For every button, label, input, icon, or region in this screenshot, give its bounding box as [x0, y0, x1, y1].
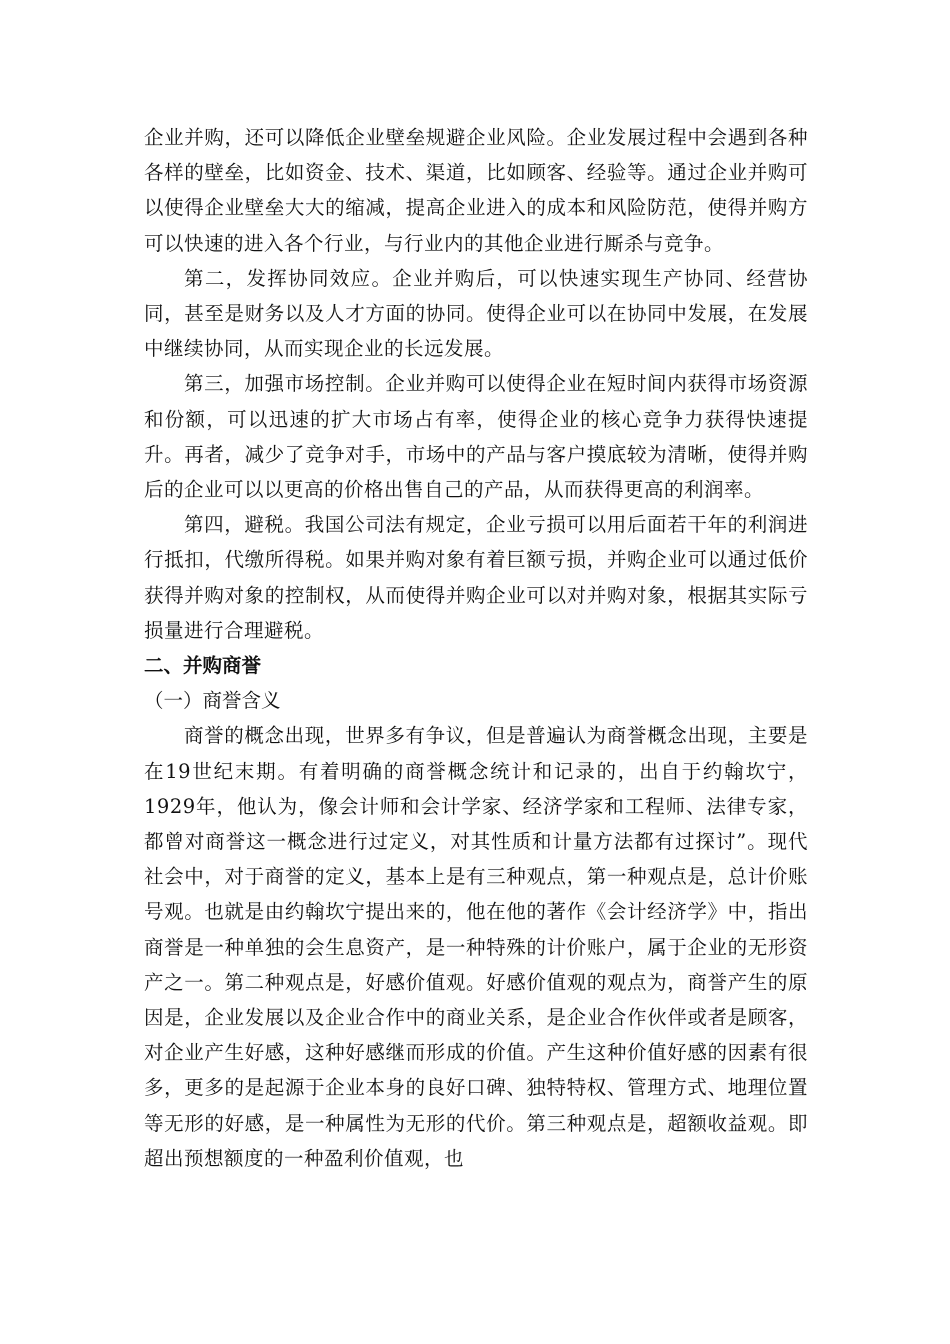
paragraph-tax: 第四，避税。我国公司法有规定，企业亏损可以用后面若干年的利润进行抵扣，代缴所得税。如果并购对象有着巨额亏损，并购企业可以通过低价获得并购对象的控制权，从而使得并购企业可以对并购对象，根据其实际亏损量进行合理避税。 — [144, 513, 808, 642]
section-heading: 二、并购商誉 — [144, 654, 262, 678]
paragraph-goodwill-definition: 商誉的概念出现，世界多有争议，但是普遍认为商誉概念出现，主要是在19世纪末期。有着明确的商誉概念统计和记录的，出自于约翰坎宁，1929年，他认为，像会计师和会计学家、经济学家和工程师、法律专家，都曾对商誉这一概念进行过定义，对其性质和计量方法都有过探讨”。现代社会中，对于商誉的定义，基本上是有三种观点，第一种观点是，总计价账号观。也就是由约翰坎宁提出来的，他在他的著作《会计经济学》中，指出商誉是一种单独的会生息资产，是一种特殊的计价账户，属于企业的无形资产之一。第二种观点是，好感价值观。好感价值观的观点为，商誉产生的原因是，企业发展以及企业合作中的商业关系，是企业合作伙伴或者是顾客，对企业产生好感，这种好感继而形成的价值。产生这种价值好感的因素有很多，更多的是起源于企业本身的良好口碑、独特特权、管理方式、地理位置等无形的好感，是一种属性为无形的代价。第三种观点是，超额收益观。即超出预想额度的一种盈利价值观，也 — [144, 724, 808, 1170]
document-body — [144, 120, 808, 1176]
paragraph-synergy: 第二，发挥协同效应。企业并购后，可以快速实现生产协同、经营协同，甚至是财务以及人才方面的协同。使得企业可以在协同中发展，在发展中继续协同，从而实现企业的长远发展。 — [144, 266, 808, 361]
paragraph-market-control: 第三，加强市场控制。企业并购可以使得企业在短时间内获得市场资源和份额，可以迅速的扩大市场占有率，使得企业的核心竞争力获得快速提升。再者，减少了竞争对手，市场中的产品与客户摸底较为清晰，使得并购后的企业可以以更高的价格出售自己的产品，从而获得更高的利润率。 — [144, 372, 808, 502]
paragraph-continued: 企业并购，还可以降低企业壁垒规避企业风险。企业发展过程中会遇到各种各样的壁垒，比如资金、技术、渠道，比如顾客、经验等。通过企业并购可以使得企业壁垒大大的缩减，提高企业进入的成本和风险防范，使得并购方可以快速的进入各个行业，与行业内的其他企业进行厮杀与竞争。 — [144, 126, 808, 255]
subsection-heading: （一）商誉含义 — [144, 689, 281, 713]
